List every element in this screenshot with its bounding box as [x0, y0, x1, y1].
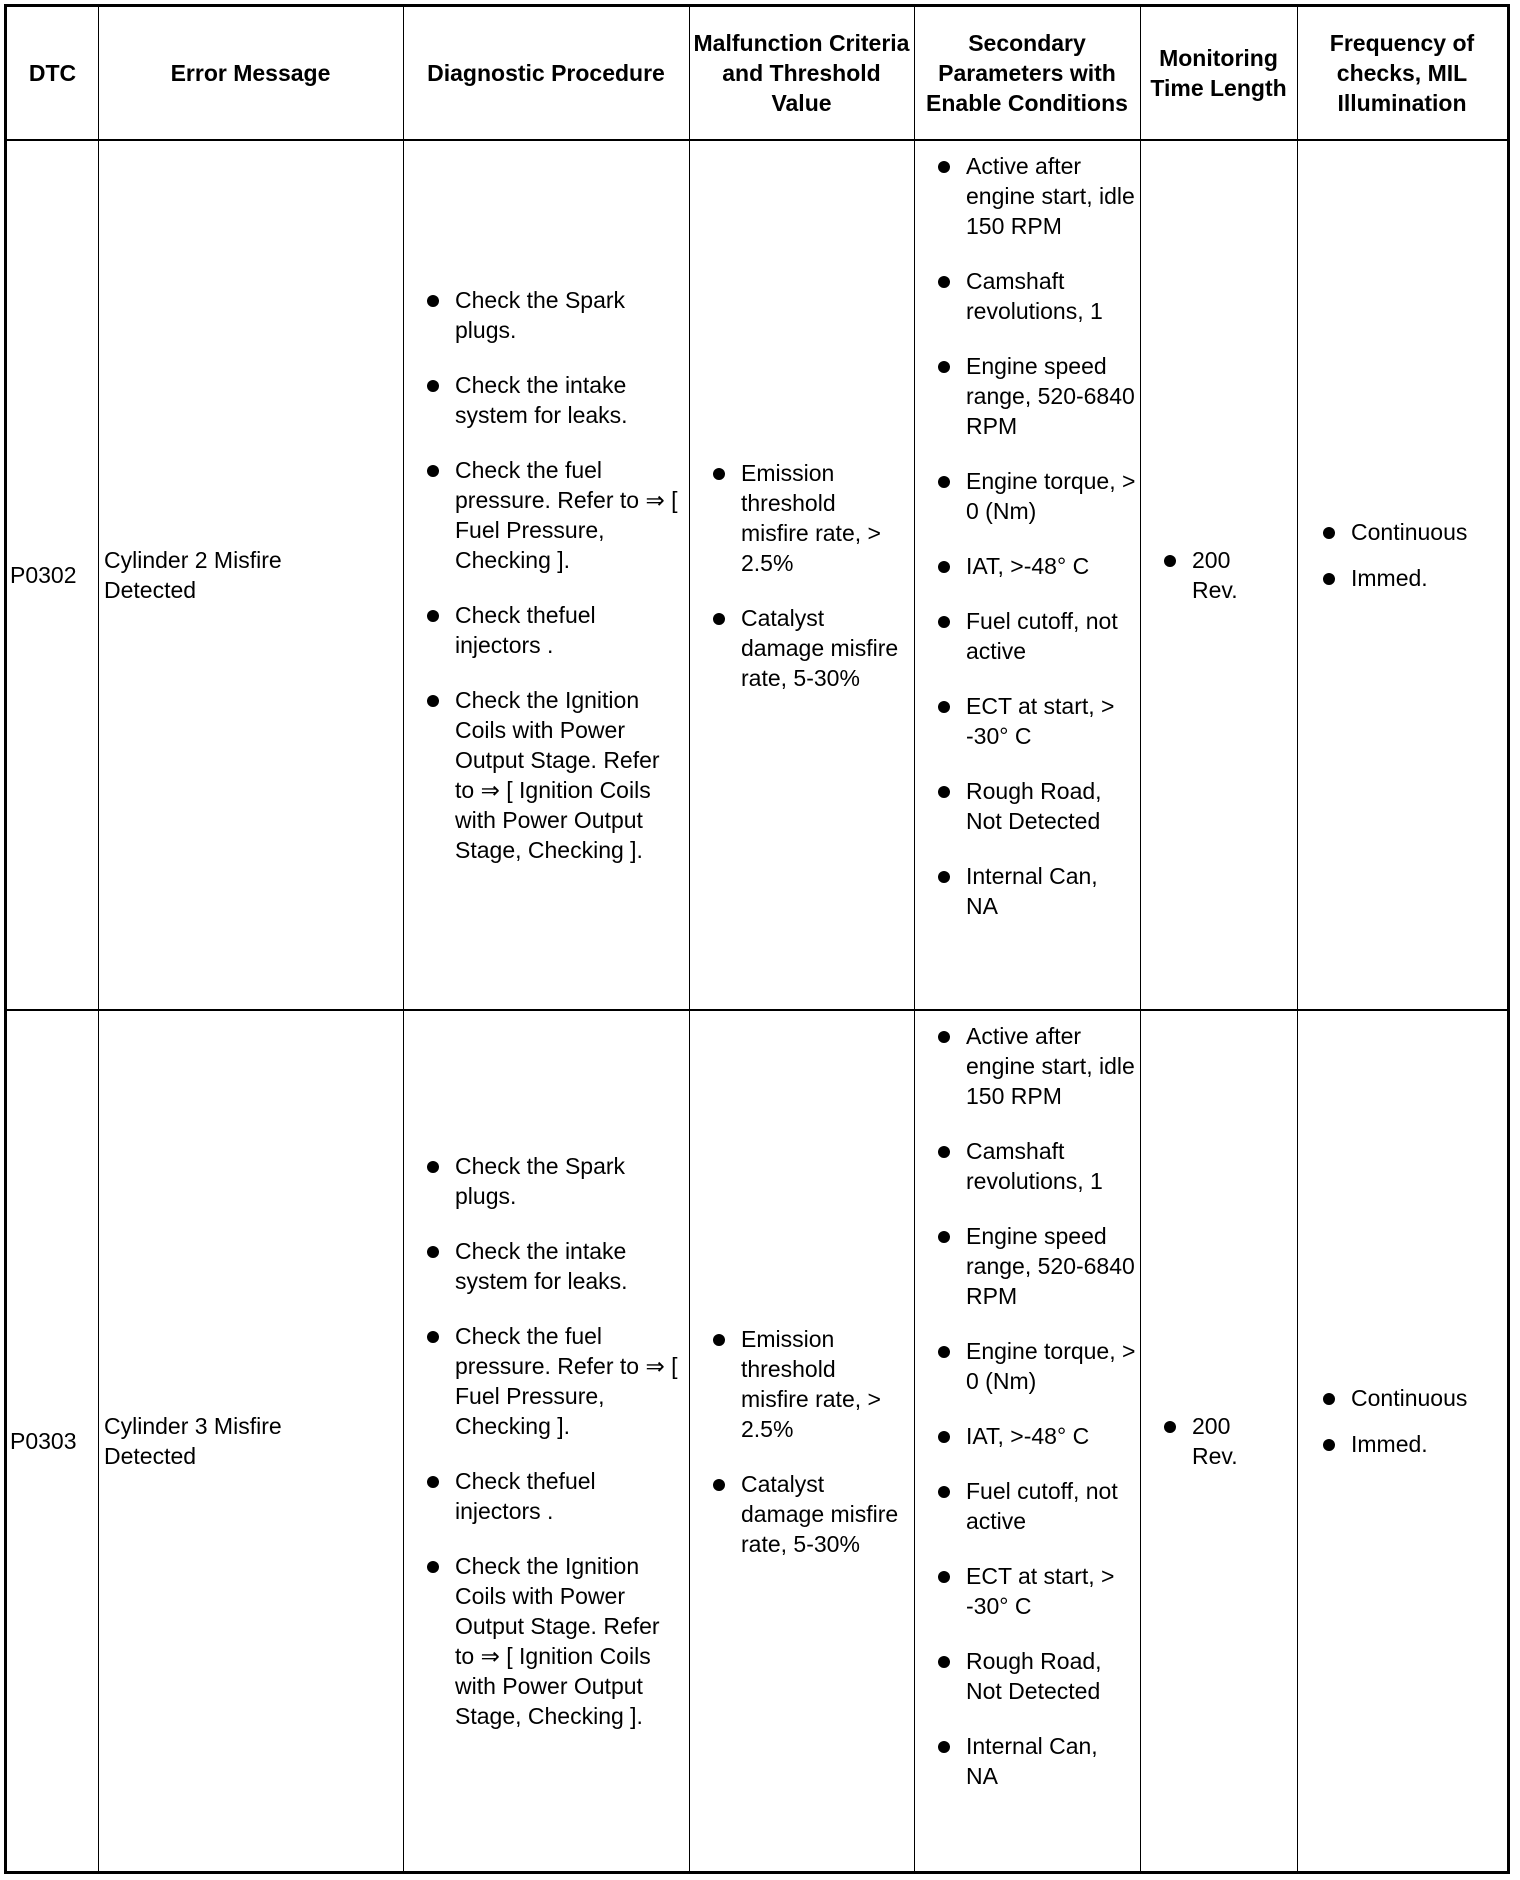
parameter-item: Engine torque, > 0 (Nm)	[934, 1336, 1136, 1396]
bullet-icon	[938, 616, 950, 628]
bullet-icon	[427, 465, 439, 477]
row-1-diagnostic-procedure	[403, 141, 689, 1009]
header-diagnostic-procedure: Diagnostic Procedure	[427, 60, 665, 86]
procedure-item: Check the Ignition Coils with Power Output Stage. Refer to ⇒ [ Ignition Coils with Power Output Stage, Checking ].	[423, 685, 683, 865]
bullet-icon	[1323, 1439, 1335, 1451]
procedure-item: Check the Ignition Coils with Power Output Stage. Refer to ⇒ [ Ignition Coils with Power Output Stage, Checking ].	[423, 1551, 683, 1731]
bullet-icon	[427, 295, 439, 307]
frequency-item: Continuous	[1319, 1383, 1501, 1413]
row-2-dtc	[7, 1011, 98, 1871]
parameter-item: Fuel cutoff, not active	[934, 606, 1136, 666]
bullet-icon	[938, 476, 950, 488]
bullet-icon	[1164, 555, 1176, 567]
header-monitoring-time: Monitoring Time Length	[1150, 45, 1287, 101]
row-2-frequency	[1297, 1011, 1507, 1871]
bullet-icon	[713, 1479, 725, 1491]
row-2-error-message	[98, 1011, 403, 1871]
bullet-icon	[938, 276, 950, 288]
error-message-text: Cylinder 3 Misfire Detected	[104, 1413, 282, 1469]
parameter-item: Internal Can, NA	[934, 1731, 1136, 1791]
procedure-item: Check the intake system for leaks.	[423, 1236, 683, 1296]
dtc-table	[4, 4, 1510, 1874]
criteria-item: Catalyst damage misfire rate, 5-30%	[709, 1469, 908, 1559]
parameter-item: IAT, >-48° C	[934, 1421, 1136, 1451]
bullet-icon	[938, 701, 950, 713]
bullet-icon	[938, 161, 950, 173]
bullet-icon	[1323, 573, 1335, 585]
bullet-icon	[938, 786, 950, 798]
parameter-item: Camshaft revolutions, 1	[934, 1136, 1136, 1196]
parameter-item: Camshaft revolutions, 1	[934, 266, 1136, 326]
bullet-icon	[938, 1231, 950, 1243]
parameter-item: Rough Road, Not Detected	[934, 1646, 1136, 1706]
bullet-icon	[427, 695, 439, 707]
monitoring-item: 200 Rev.	[1160, 545, 1240, 605]
bullet-icon	[427, 380, 439, 392]
parameter-item: Internal Can, NA	[934, 861, 1136, 921]
row-2-monitoring-time	[1140, 1011, 1297, 1871]
header-error-message: Error Message	[170, 60, 331, 86]
parameter-item: Active after engine start, idle 150 RPM	[934, 151, 1136, 241]
header-malfunction-criteria: Malfunction Criteria and Threshold Value	[693, 30, 910, 116]
bullet-icon	[938, 871, 950, 883]
bullet-icon	[427, 1246, 439, 1258]
criteria-item: Emission threshold misfire rate, > 2.5%	[709, 458, 908, 578]
bullet-icon	[427, 1561, 439, 1573]
bullet-icon	[938, 1031, 950, 1043]
parameter-item: ECT at start, > -30° C	[934, 691, 1136, 751]
bullet-icon	[713, 468, 725, 480]
monitoring-item: 200 Rev.	[1160, 1411, 1240, 1471]
parameter-item: IAT, >-48° C	[934, 551, 1136, 581]
bullet-icon	[713, 613, 725, 625]
bullet-icon	[938, 1656, 950, 1668]
row-2-malfunction-criteria	[689, 1011, 914, 1871]
parameter-item: ECT at start, > -30° C	[934, 1561, 1136, 1621]
row-1-malfunction-criteria	[689, 141, 914, 1009]
procedure-item: Check thefuel injectors .	[423, 1466, 683, 1526]
dtc-code: P0303	[10, 1428, 77, 1454]
row-1-secondary-parameters	[914, 141, 1140, 1009]
bullet-icon	[427, 1161, 439, 1173]
bullet-icon	[938, 561, 950, 573]
bullet-icon	[427, 1476, 439, 1488]
row-1-monitoring-time	[1140, 141, 1297, 1009]
frequency-item: Immed.	[1319, 563, 1501, 593]
parameter-item: Engine speed range, 520-6840 RPM	[934, 1221, 1136, 1311]
bullet-icon	[938, 1486, 950, 1498]
procedure-item: Check the fuel pressure. Refer to ⇒ [ Fuel Pressure, Checking ].	[423, 1321, 683, 1441]
header-frequency: Frequency of checks, MIL Illumination	[1329, 30, 1475, 116]
bullet-icon	[713, 1334, 725, 1346]
row-1-dtc	[7, 141, 98, 1009]
header-dtc: DTC	[28, 60, 77, 86]
error-message-text: Cylinder 2 Misfire Detected	[104, 547, 282, 603]
bullet-icon	[427, 610, 439, 622]
procedure-item: Check the Spark plugs.	[423, 285, 683, 345]
procedure-item: Check the intake system for leaks.	[423, 370, 683, 430]
procedure-item: Check the Spark plugs.	[423, 1151, 683, 1211]
bullet-icon	[938, 1571, 950, 1583]
row-1-error-message	[98, 141, 403, 1009]
parameter-item: Fuel cutoff, not active	[934, 1476, 1136, 1536]
bullet-icon	[427, 1331, 439, 1343]
header-secondary-parameters: Secondary Parameters with Enable Conditions	[926, 30, 1128, 116]
bullet-icon	[1323, 527, 1335, 539]
bullet-icon	[938, 1146, 950, 1158]
frequency-item: Immed.	[1319, 1429, 1501, 1459]
parameter-item: Engine speed range, 520-6840 RPM	[934, 351, 1136, 441]
procedure-item: Check the fuel pressure. Refer to ⇒ [ Fuel Pressure, Checking ].	[423, 455, 683, 575]
criteria-item: Emission threshold misfire rate, > 2.5%	[709, 1324, 908, 1444]
bullet-icon	[1323, 1393, 1335, 1405]
row-1-frequency	[1297, 141, 1507, 1009]
row-2-secondary-parameters	[914, 1011, 1140, 1871]
bullet-icon	[938, 1741, 950, 1753]
procedure-item: Check thefuel injectors .	[423, 600, 683, 660]
bullet-icon	[1164, 1421, 1176, 1433]
bullet-icon	[938, 1346, 950, 1358]
parameter-item: Engine torque, > 0 (Nm)	[934, 466, 1136, 526]
frequency-item: Continuous	[1319, 517, 1501, 547]
criteria-item: Catalyst damage misfire rate, 5-30%	[709, 603, 908, 693]
dtc-code: P0302	[10, 562, 77, 588]
parameter-item: Active after engine start, idle 150 RPM	[934, 1021, 1136, 1111]
parameter-item: Rough Road, Not Detected	[934, 776, 1136, 836]
bullet-icon	[938, 361, 950, 373]
row-2-diagnostic-procedure	[403, 1011, 689, 1871]
bullet-icon	[938, 1431, 950, 1443]
